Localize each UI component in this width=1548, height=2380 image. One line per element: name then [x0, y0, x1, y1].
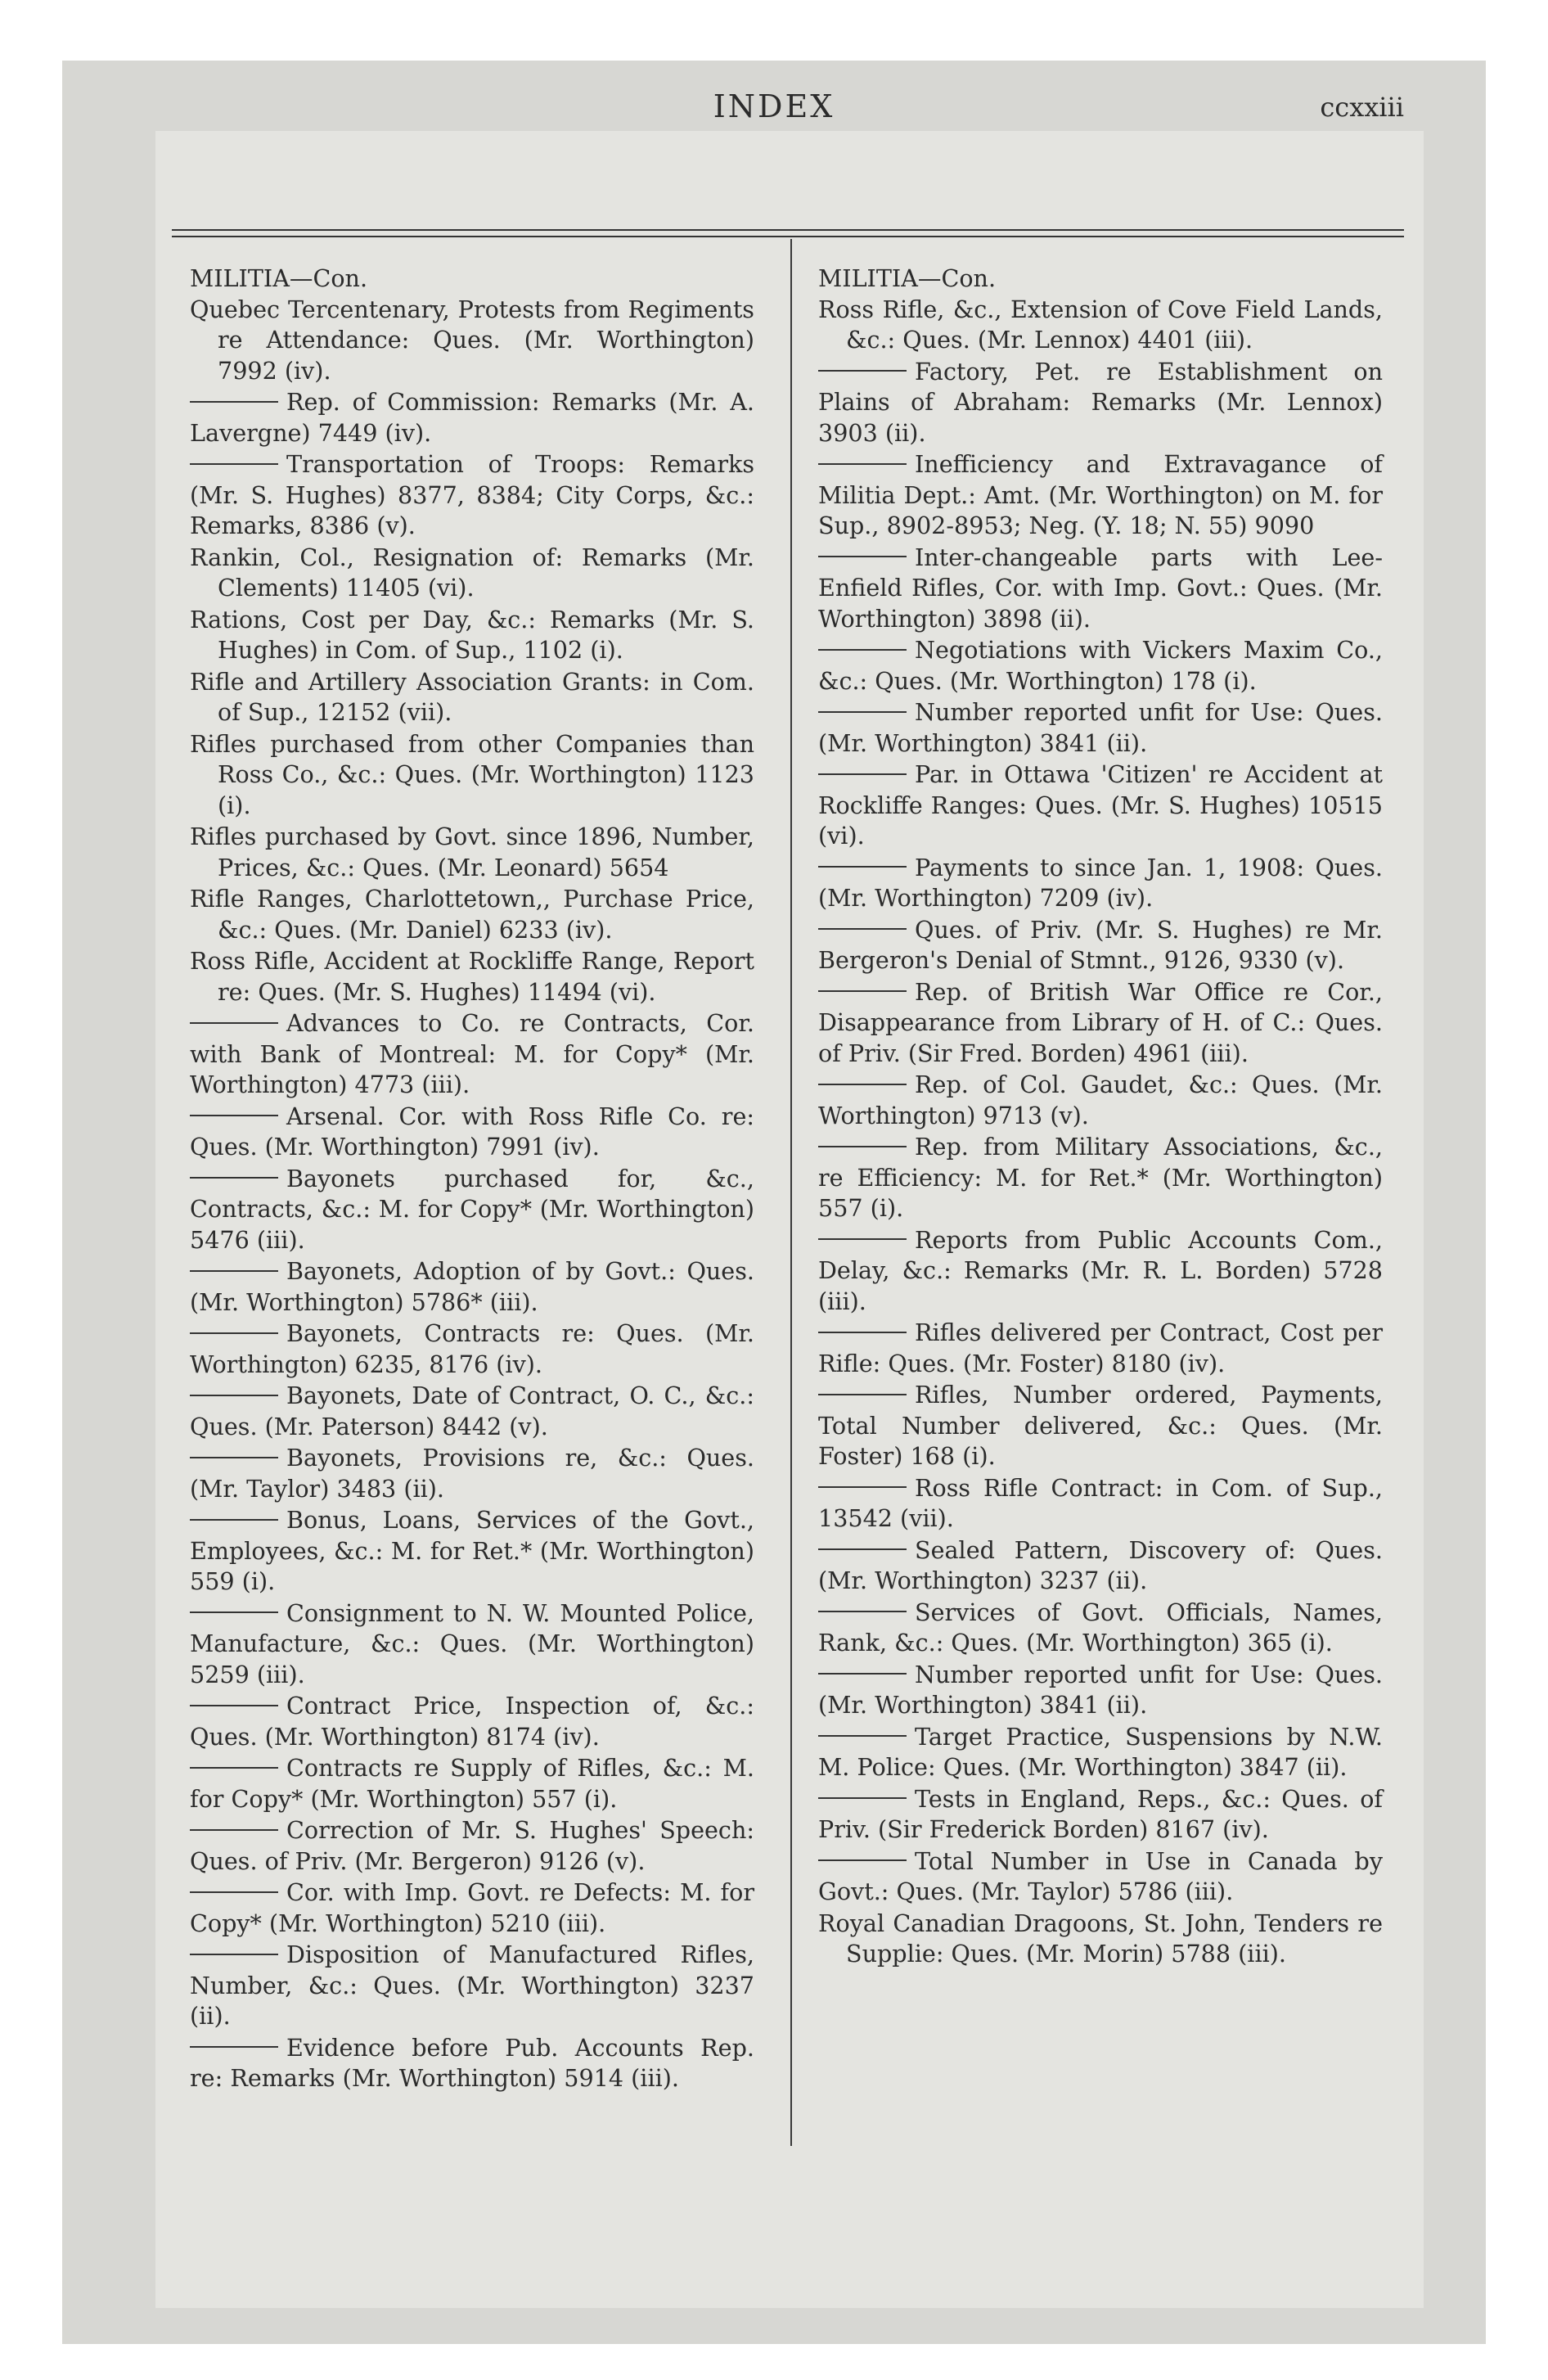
index-subentry — [190, 1102, 754, 1163]
ditto-dash — [818, 990, 907, 992]
entry-text: Evidence before Pub. Accounts Rep. re: Remarks (Mr. Worthington) 5914 (iii). — [190, 2033, 754, 2092]
ditto-dash — [190, 1022, 278, 1024]
index-subentry — [818, 357, 1383, 449]
ditto-dash — [190, 1767, 278, 1769]
ditto-dash — [190, 1829, 278, 1831]
index-entry — [190, 884, 754, 945]
ditto-dash — [190, 1177, 278, 1179]
entry-text: Rifles purchased by Govt. since 1896, Number, Prices, &c.: Ques. (Mr. Leonard) 5654 — [190, 823, 754, 881]
index-subentry — [818, 1846, 1383, 1908]
ditto-dash — [818, 773, 907, 775]
header-rule-lower — [172, 236, 1404, 237]
entry-text: Rifles delivered per Contract, Cost per Rifle: Ques. (Mr. Foster) 8180 (iv). — [818, 1318, 1383, 1377]
entry-text: Negotiations with Vickers Maxim Co., &c.: Ques. (Mr. Worthington) 178 (i). — [818, 636, 1383, 695]
ditto-dash — [818, 1797, 907, 1799]
ditto-dash — [818, 556, 907, 557]
index-subentry — [818, 977, 1383, 1070]
ditto-dash — [818, 711, 907, 713]
left-column — [190, 264, 754, 2095]
index-entry — [190, 822, 754, 883]
index-subentry — [818, 697, 1383, 759]
index-entry — [818, 295, 1383, 356]
ditto-dash — [190, 1891, 278, 1893]
index-subentry — [190, 1753, 754, 1814]
entry-text: Rep. of British War Office re Cor., Disappearance from Library of H. of C.: Ques. of Priv. (Sir Fred. Borden) 4961 (iii). — [818, 977, 1383, 1067]
entry-text: Rankin, Col., Resignation of: Remarks (Mr. Clements) 11405 (vi). — [190, 543, 754, 602]
ditto-dash — [818, 1486, 907, 1488]
ditto-dash — [818, 1673, 907, 1675]
index-subentry — [818, 1380, 1383, 1472]
entry-text: Bayonets, Provisions re, &c.: Ques. (Mr. Taylor) 3483 (ii). — [190, 1444, 754, 1503]
running-head — [0, 88, 1548, 137]
index-subentry — [818, 760, 1383, 852]
entry-text: Bayonets, Date of Contract, O. C., &c.: Ques. (Mr. Paterson) 8442 (v). — [190, 1382, 754, 1440]
index-entry — [190, 605, 754, 666]
entry-text: Rep. of Commission: Remarks (Mr. A. Lavergne) 7449 (iv). — [190, 388, 754, 447]
ditto-dash — [818, 1611, 907, 1612]
entry-text: Factory, Pet. re Establishment on Plains of Abraham: Remarks (Mr. Lennox) 3903 (ii). — [818, 357, 1383, 447]
ditto-dash — [818, 463, 907, 465]
ditto-dash — [190, 1395, 278, 1396]
entry-text: Reports from Public Accounts Com., Delay, &c.: Remarks (Mr. R. L. Borden) 5728 (iii). — [818, 1225, 1383, 1315]
page-number: ccxxiii — [1320, 92, 1404, 123]
ditto-dash — [818, 1548, 907, 1550]
index-subentry — [190, 2033, 754, 2094]
index-subentry — [818, 449, 1383, 542]
entry-text: Ross Rifle, Accident at Rockliffe Range, Report re: Ques. (Mr. S. Hughes) 11494 (vi). — [190, 947, 754, 1006]
index-subentry — [818, 1784, 1383, 1846]
entry-text: Ross Rifle, &c., Extension of Cove Field Lands, &c.: Ques. (Mr. Lennox) 4401 (iii). — [818, 295, 1383, 354]
ditto-dash — [190, 401, 278, 403]
entry-text: Number reported unfit for Use: Ques. (Mr. Worthington) 3841 (ii). — [818, 1660, 1383, 1719]
index-subentry — [190, 1256, 754, 1318]
entry-text: Cor. with Imp. Govt. re Defects: M. for Copy* (Mr. Worthington) 5210 (iii). — [190, 1878, 754, 1937]
entry-text: Bayonets, Contracts re: Ques. (Mr. Worthington) 6235, 8176 (iv). — [190, 1319, 754, 1378]
entry-text: Royal Canadian Dragoons, St. John, Tenders re Supplie: Ques. (Mr. Morin) 5788 (iii). — [818, 1909, 1383, 1968]
entry-text: Ross Rifle Contract: in Com. of Sup., 13542 (vii). — [818, 1473, 1383, 1532]
index-subentry — [190, 1691, 754, 1752]
index-subentry — [190, 1318, 754, 1380]
entry-text: Tests in England, Reps., &c.: Ques. of Priv. (Sir Frederick Borden) 8167 (iv). — [818, 1784, 1383, 1843]
entry-text: Bayonets purchased for, &c., Contracts, &c.: M. for Copy* (Mr. Worthington) 5476 (iii). — [190, 1164, 754, 1254]
ditto-dash — [190, 1611, 278, 1613]
entry-text: Correction of Mr. S. Hughes' Speech: Ques. of Priv. (Mr. Bergeron) 9126 (v). — [190, 1816, 754, 1875]
index-subentry — [190, 1164, 754, 1256]
entry-text: Target Practice, Suspensions by N.W. M. Police: Ques. (Mr. Worthington) 3847 (ii). — [818, 1722, 1383, 1781]
entry-text: Services of Govt. Officials, Names, Rank, &c.: Ques. (Mr. Worthington) 365 (i). — [818, 1598, 1383, 1657]
ditto-dash — [818, 1238, 907, 1240]
index-subentry — [818, 1598, 1383, 1659]
entry-text: Bayonets, Adoption of by Govt.: Ques. (Mr. Worthington) 5786* (iii). — [190, 1257, 754, 1316]
entry-text: Contracts re Supply of Rifles, &c.: M. for Copy* (Mr. Worthington) 557 (i). — [190, 1754, 754, 1813]
ditto-dash — [190, 1332, 278, 1334]
entry-text: Total Number in Use in Canada by Govt.: Ques. (Mr. Taylor) 5786 (iii). — [818, 1846, 1383, 1905]
index-subentry — [818, 1225, 1383, 1318]
ditto-dash — [190, 1457, 278, 1458]
entry-text: Arsenal. Cor. with Ross Rifle Co. re: Ques. (Mr. Worthington) 7991 (iv). — [190, 1102, 754, 1161]
section-heading: MILITIA—Con. — [818, 264, 997, 292]
column-divider — [790, 239, 792, 2146]
index-subentry — [190, 1598, 754, 1691]
entry-text: Disposition of Manufactured Rifles, Number, &c.: Ques. (Mr. Worthington) 3237 (ii). — [190, 1941, 754, 2030]
page-title: INDEX — [713, 88, 835, 124]
entry-text: Rifles purchased from other Companies than Ross Co., &c.: Ques. (Mr. Worthington) 1123 (i). — [190, 729, 754, 819]
header-rule — [172, 229, 1404, 231]
index-subentry — [818, 1722, 1383, 1783]
index-subentry — [190, 1877, 754, 1939]
ditto-dash — [818, 1332, 907, 1333]
index-subentry — [190, 1940, 754, 2032]
entry-text: Rifles, Number ordered, Payments, Total Number delivered, &c.: Ques. (Mr. Foster) 168 (i). — [818, 1381, 1383, 1470]
entry-text: Rifle Ranges, Charlottetown,, Purchase Price, &c.: Ques. (Mr. Daniel) 6233 (iv). — [190, 885, 754, 944]
index-entry — [818, 1909, 1383, 1970]
index-subentry — [190, 1008, 754, 1101]
index-entry — [190, 729, 754, 822]
ditto-dash — [818, 1859, 907, 1861]
index-subentry — [190, 1381, 754, 1442]
entry-text: Rep. of Col. Gaudet, &c.: Ques. (Mr. Worthington) 9713 (v). — [818, 1071, 1383, 1129]
entry-text: Rations, Cost per Day, &c.: Remarks (Mr. S. Hughes) in Com. of Sup., 1102 (i). — [190, 605, 754, 664]
ditto-dash — [190, 1519, 278, 1521]
index-entry — [190, 946, 754, 1007]
ditto-dash — [818, 1084, 907, 1085]
index-subentry — [818, 1070, 1383, 1131]
entry-text: Bonus, Loans, Services of the Govt., Employees, &c.: M. for Ret.* (Mr. Worthington) 559 (i). — [190, 1506, 754, 1595]
ditto-dash — [190, 1705, 278, 1706]
ditto-dash — [818, 1735, 907, 1737]
index-subentry — [818, 853, 1383, 914]
ditto-dash — [190, 1270, 278, 1272]
index-subentry — [190, 1505, 754, 1598]
entry-text: Number reported unfit for Use: Ques. (Mr. Worthington) 3841 (ii). — [818, 698, 1383, 757]
entry-text: Transportation of Troops: Remarks (Mr. S. Hughes) 8377, 8384; City Corps, &c.: Remarks, 8386 (v). — [190, 450, 754, 539]
section-heading: MILITIA—Con. — [190, 264, 368, 292]
index-subentry — [190, 1443, 754, 1504]
index-subentry — [818, 543, 1383, 635]
index-subentry — [818, 915, 1383, 976]
index-subentry — [818, 1535, 1383, 1597]
entry-text: Contract Price, Inspection of, &c.: Ques. (Mr. Worthington) 8174 (iv). — [190, 1692, 754, 1751]
index-subentry — [818, 1660, 1383, 1721]
entry-text: Consignment to N. W. Mounted Police, Manufacture, &c.: Ques. (Mr. Worthington) 5259 (iii). — [190, 1598, 754, 1688]
ditto-dash — [818, 928, 907, 930]
ditto-dash — [190, 1954, 278, 1955]
entry-text: Inefficiency and Extravagance of Militia Dept.: Amt. (Mr. Worthington) on M. for Sup., 8902-8953; Neg. (Y. 18; N. 55) 9090 — [818, 450, 1383, 539]
ditto-dash — [190, 463, 278, 465]
ditto-dash — [818, 370, 907, 372]
index-entry — [190, 667, 754, 728]
ditto-dash — [818, 866, 907, 868]
entry-text: Rep. from Military Associations, &c., re Efficiency: M. for Ret.* (Mr. Worthington) 557 (i). — [818, 1133, 1383, 1222]
entry-text: Rifle and Artillery Association Grants: in Com. of Sup., 12152 (vii). — [190, 667, 754, 726]
index-entry — [190, 543, 754, 604]
index-subentry — [190, 449, 754, 542]
entry-text: Ques. of Priv. (Mr. S. Hughes) re Mr. Bergeron's Denial of Stmnt., 9126, 9330 (v). — [818, 915, 1383, 974]
index-subentry — [818, 1473, 1383, 1535]
index-subentry — [190, 1815, 754, 1877]
index-subentry — [818, 1132, 1383, 1224]
index-subentry — [818, 635, 1383, 696]
entry-text: Quebec Tercentenary, Protests from Regiments re Attendance: Ques. (Mr. Worthington) 7992 (iv). — [190, 295, 754, 385]
ditto-dash — [818, 649, 907, 651]
entry-text: Payments to since Jan. 1, 1908: Ques. (Mr. Worthington) 7209 (iv). — [818, 853, 1383, 912]
entry-text: Inter-changeable parts with Lee-Enfield Rifles, Cor. with Imp. Govt.: Ques. (Mr. Worthington) 3898 (ii). — [818, 543, 1383, 633]
ditto-dash — [190, 2046, 278, 2048]
entry-text: Sealed Pattern, Discovery of: Ques. (Mr. Worthington) 3237 (ii). — [818, 1535, 1383, 1594]
entry-text: Par. in Ottawa 'Citizen' re Accident at Rockliffe Ranges: Ques. (Mr. S. Hughes) 10515 (vi). — [818, 760, 1383, 850]
ditto-dash — [818, 1394, 907, 1395]
index-entry — [190, 295, 754, 387]
index-subentry — [190, 387, 754, 449]
right-column — [818, 264, 1383, 1971]
entry-text: Advances to Co. re Contracts, Cor. with Bank of Montreal: M. for Copy* (Mr. Worthington) 4773 (iii). — [190, 1009, 754, 1098]
index-subentry — [818, 1318, 1383, 1379]
ditto-dash — [818, 1146, 907, 1147]
ditto-dash — [190, 1115, 278, 1116]
